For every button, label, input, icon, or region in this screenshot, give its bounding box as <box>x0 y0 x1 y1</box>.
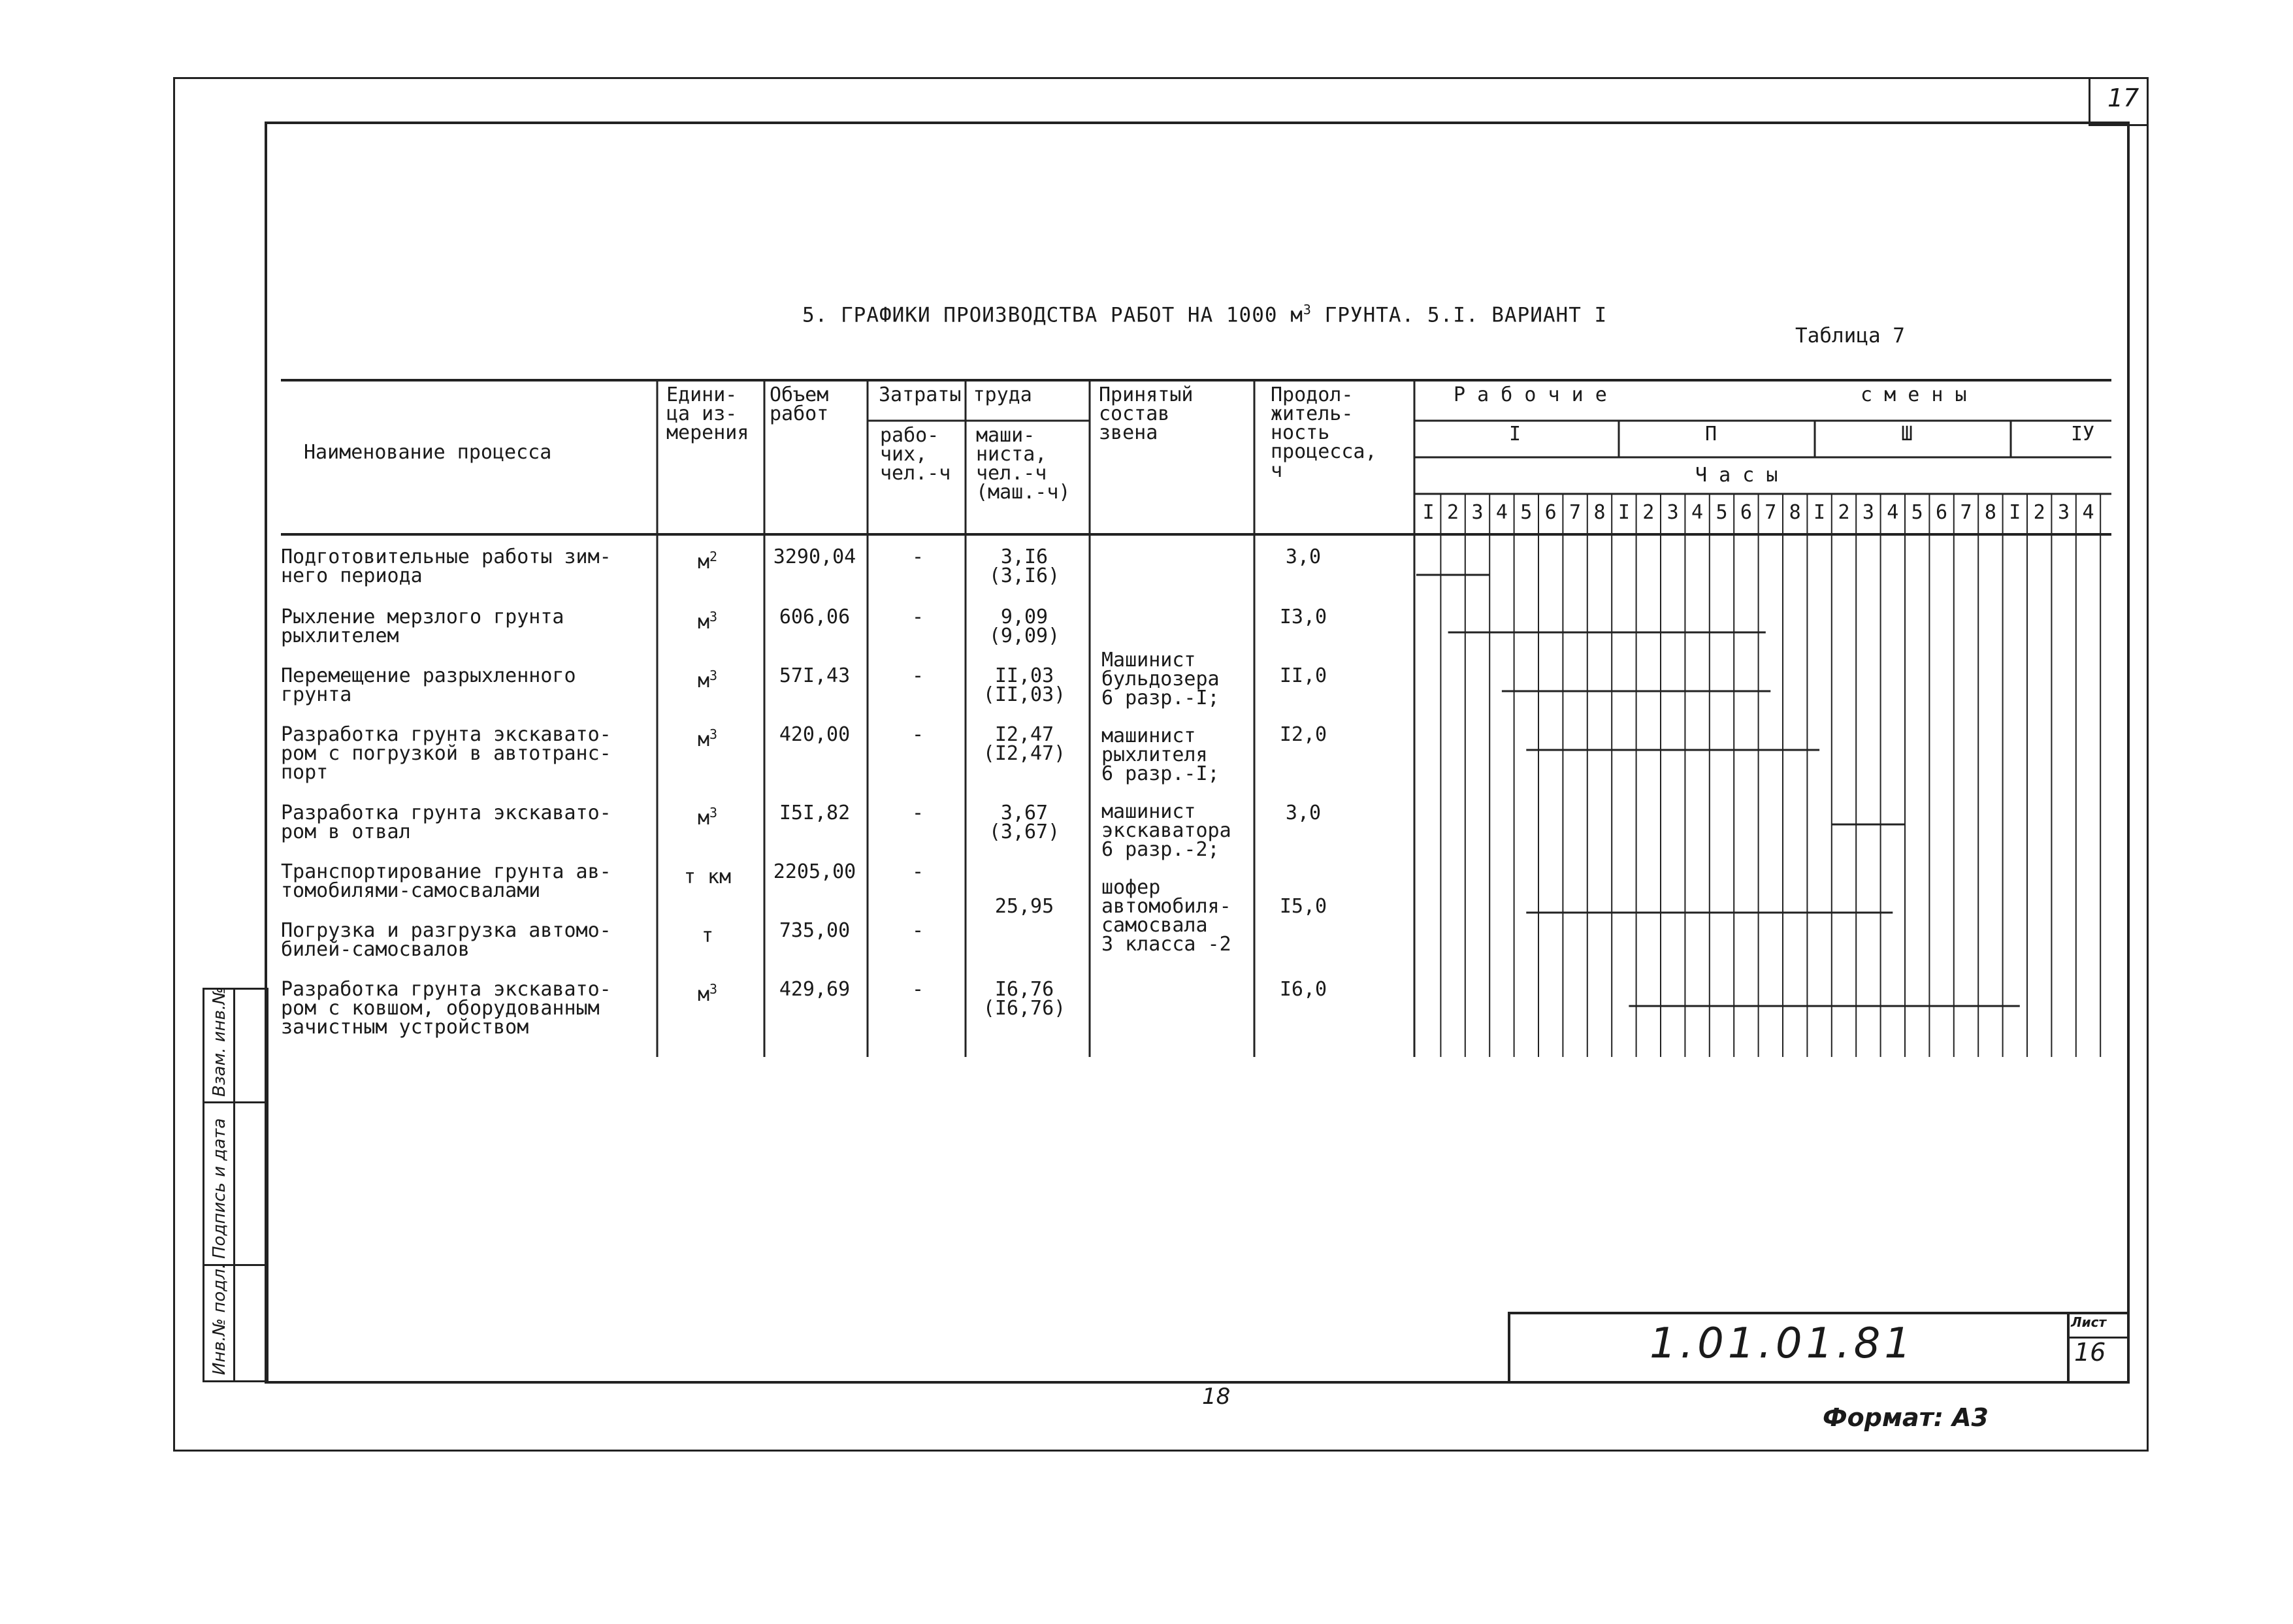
row-labor-machinists: I6,76 (I6,76) <box>983 978 1066 1020</box>
row-unit: $м^2$ <box>697 549 718 574</box>
row-process-name: Погрузка и разгрузка автомо- билей-самосвалов <box>281 919 611 961</box>
header-unit: Едини- ца из- мерения <box>666 383 749 444</box>
hour-label: 4 <box>1495 501 1508 524</box>
header-labor-workers: рабо- чих, чел.-ч <box>880 424 951 485</box>
row-unit: т <box>701 924 714 947</box>
hour-label: 4 <box>1691 501 1704 524</box>
document-code: 1.01.01.81 <box>1650 1320 1915 1368</box>
hour-label: 5 <box>1911 501 1923 524</box>
row-labor-machinists: II,03 (II,03) <box>983 664 1066 706</box>
row-volume: I5I,82 <box>779 802 851 824</box>
shift-label: I <box>1509 423 1521 446</box>
row-labor-workers: - <box>911 723 924 746</box>
hour-label: 8 <box>1984 501 1996 524</box>
row-duration: I6,0 <box>1279 978 1327 1001</box>
header-labor: Затраты труда <box>879 383 1032 406</box>
row-labor-machinists: 3,67 (3,67) <box>988 802 1060 843</box>
row-duration: I2,0 <box>1279 723 1327 746</box>
hour-label: 7 <box>1764 501 1777 524</box>
hour-label: 2 <box>1447 501 1459 524</box>
header-shifts-left: Р а б о ч и е <box>1454 383 1607 406</box>
hour-label: 2 <box>1838 501 1850 524</box>
row-process-name: Разработка грунта экскавато- ром с погрузкой в автотранс- порт <box>281 723 611 784</box>
row-volume: 735,00 <box>779 919 851 942</box>
row-volume: 2205,00 <box>773 860 856 883</box>
row-volume: 606,06 <box>779 606 851 628</box>
row-labor-machinists: I2,47 (I2,47) <box>983 723 1066 765</box>
shift-label: IУ <box>2071 423 2095 446</box>
bottom-page-number: 18 <box>1202 1384 1231 1410</box>
hour-label: 8 <box>1789 501 1801 524</box>
row-volume: 57I,43 <box>779 664 851 687</box>
hour-label: 5 <box>1716 501 1728 524</box>
row-duration: I3,0 <box>1279 606 1327 628</box>
row-process-name: Транспортирование грунта ав- томобилями-самосвалами <box>281 860 611 902</box>
shift-label: Ш <box>1901 423 1913 446</box>
hour-label: I <box>1618 501 1630 524</box>
row-labor-workers: - <box>911 664 924 687</box>
row-unit: $м^3$ <box>697 726 718 751</box>
format-label: Формат: А3 <box>1823 1403 1989 1432</box>
hour-label: 8 <box>1593 501 1606 524</box>
hour-label: I <box>1422 501 1435 524</box>
hour-label: 2 <box>1642 501 1655 524</box>
header-duration: Продол- житель- ность процесса, ч <box>1271 383 1377 482</box>
row-labor-workers: - <box>911 545 924 568</box>
hour-label: 4 <box>2082 501 2094 524</box>
hour-label: 3 <box>1862 501 1874 524</box>
row-labor-workers: - <box>911 919 924 942</box>
shift-label: П <box>1705 423 1717 446</box>
table-caption: Таблица 7 <box>1795 324 1905 348</box>
row-duration: 3,0 <box>1285 802 1322 824</box>
hour-label: 7 <box>1569 501 1582 524</box>
row-unit: $м^3$ <box>697 609 718 634</box>
hour-label: 3 <box>1471 501 1484 524</box>
row-process-name: Разработка грунта экскавато- ром в отвал <box>281 802 611 843</box>
row-unit: $м^3$ <box>697 805 718 830</box>
side-stamp <box>203 988 268 1382</box>
row-labor-workers: - <box>911 860 924 883</box>
hour-label: 4 <box>1887 501 1899 524</box>
row-labor-workers: - <box>911 978 924 1001</box>
header-crew: Принятый состав звена <box>1099 383 1194 444</box>
hour-label: 3 <box>1667 501 1679 524</box>
hour-label: 6 <box>1740 501 1752 524</box>
row-volume: 420,00 <box>779 723 851 746</box>
transport-duration: I5,0 <box>1279 895 1327 918</box>
corner-page-number: 17 <box>2107 84 2139 112</box>
hour-label: 6 <box>1936 501 1948 524</box>
row-labor-workers: - <box>911 606 924 628</box>
page-title: 5. ГРАФИКИ ПРОИЗВОДСТВА РАБОТ НА 1000 $м^3$ ГРУНТА. 5.I. ВАРИАНТ I <box>802 302 1608 327</box>
row-process-name: Подготовительные работы зим- него периода <box>281 545 611 587</box>
hour-label: 3 <box>2058 501 2070 524</box>
side-stamp-inv-original: Инв.№ подл. <box>210 1263 229 1375</box>
header-volume: Объем работ <box>770 383 829 425</box>
header-process-name: Наименование процесса <box>304 441 552 464</box>
crew-composition: Машинист бульдозера 6 разр.-I; машинист рыхлителя 6 разр.-I; машинист экскаватора 6 разр.-2; шофер автомобиля- самосвала 3 класса -2 <box>1101 649 1231 956</box>
hour-label: I <box>2009 501 2021 524</box>
row-process-name: Рыхление мерзлого грунта рыхлителем <box>281 606 564 647</box>
header-labor-machinists: маши- ниста, чел.-ч (маш.-ч) <box>976 424 1071 504</box>
hour-label: 5 <box>1520 501 1533 524</box>
sheet-label: Лист <box>2071 1314 2107 1330</box>
row-volume: 429,69 <box>779 978 851 1001</box>
transport-machinists: 25,95 <box>994 895 1054 918</box>
row-unit: $м^3$ <box>697 981 718 1006</box>
row-labor-machinists: 3,I6 (3,I6) <box>988 545 1060 587</box>
hour-label: 6 <box>1544 501 1557 524</box>
row-unit: $м^3$ <box>697 668 718 692</box>
row-duration: 3,0 <box>1285 545 1322 568</box>
sheet-number: 16 <box>2074 1338 2106 1367</box>
row-process-name: Разработка грунта экскавато- ром с ковшом, оборудованным зачистным устройством <box>281 978 611 1039</box>
side-stamp-inv-replacement: Взам. инв.№ <box>210 986 229 1097</box>
row-labor-workers: - <box>911 802 924 824</box>
header-shifts-right: с м е н ы <box>1861 383 1967 406</box>
hour-label: 7 <box>1960 501 1972 524</box>
side-stamp-signature-date: Подпись и дата <box>210 1118 229 1259</box>
row-unit: т км <box>683 866 732 888</box>
row-volume: 3290,04 <box>773 545 856 568</box>
hour-label: 2 <box>2033 501 2045 524</box>
header-hours-label: Ч а с ы <box>1695 464 1778 487</box>
row-duration: II,0 <box>1279 664 1327 687</box>
row-process-name: Перемещение разрыхленного грунта <box>281 664 576 706</box>
row-labor-machinists: 9,09 (9,09) <box>988 606 1060 647</box>
hour-label: I <box>1813 501 1826 524</box>
